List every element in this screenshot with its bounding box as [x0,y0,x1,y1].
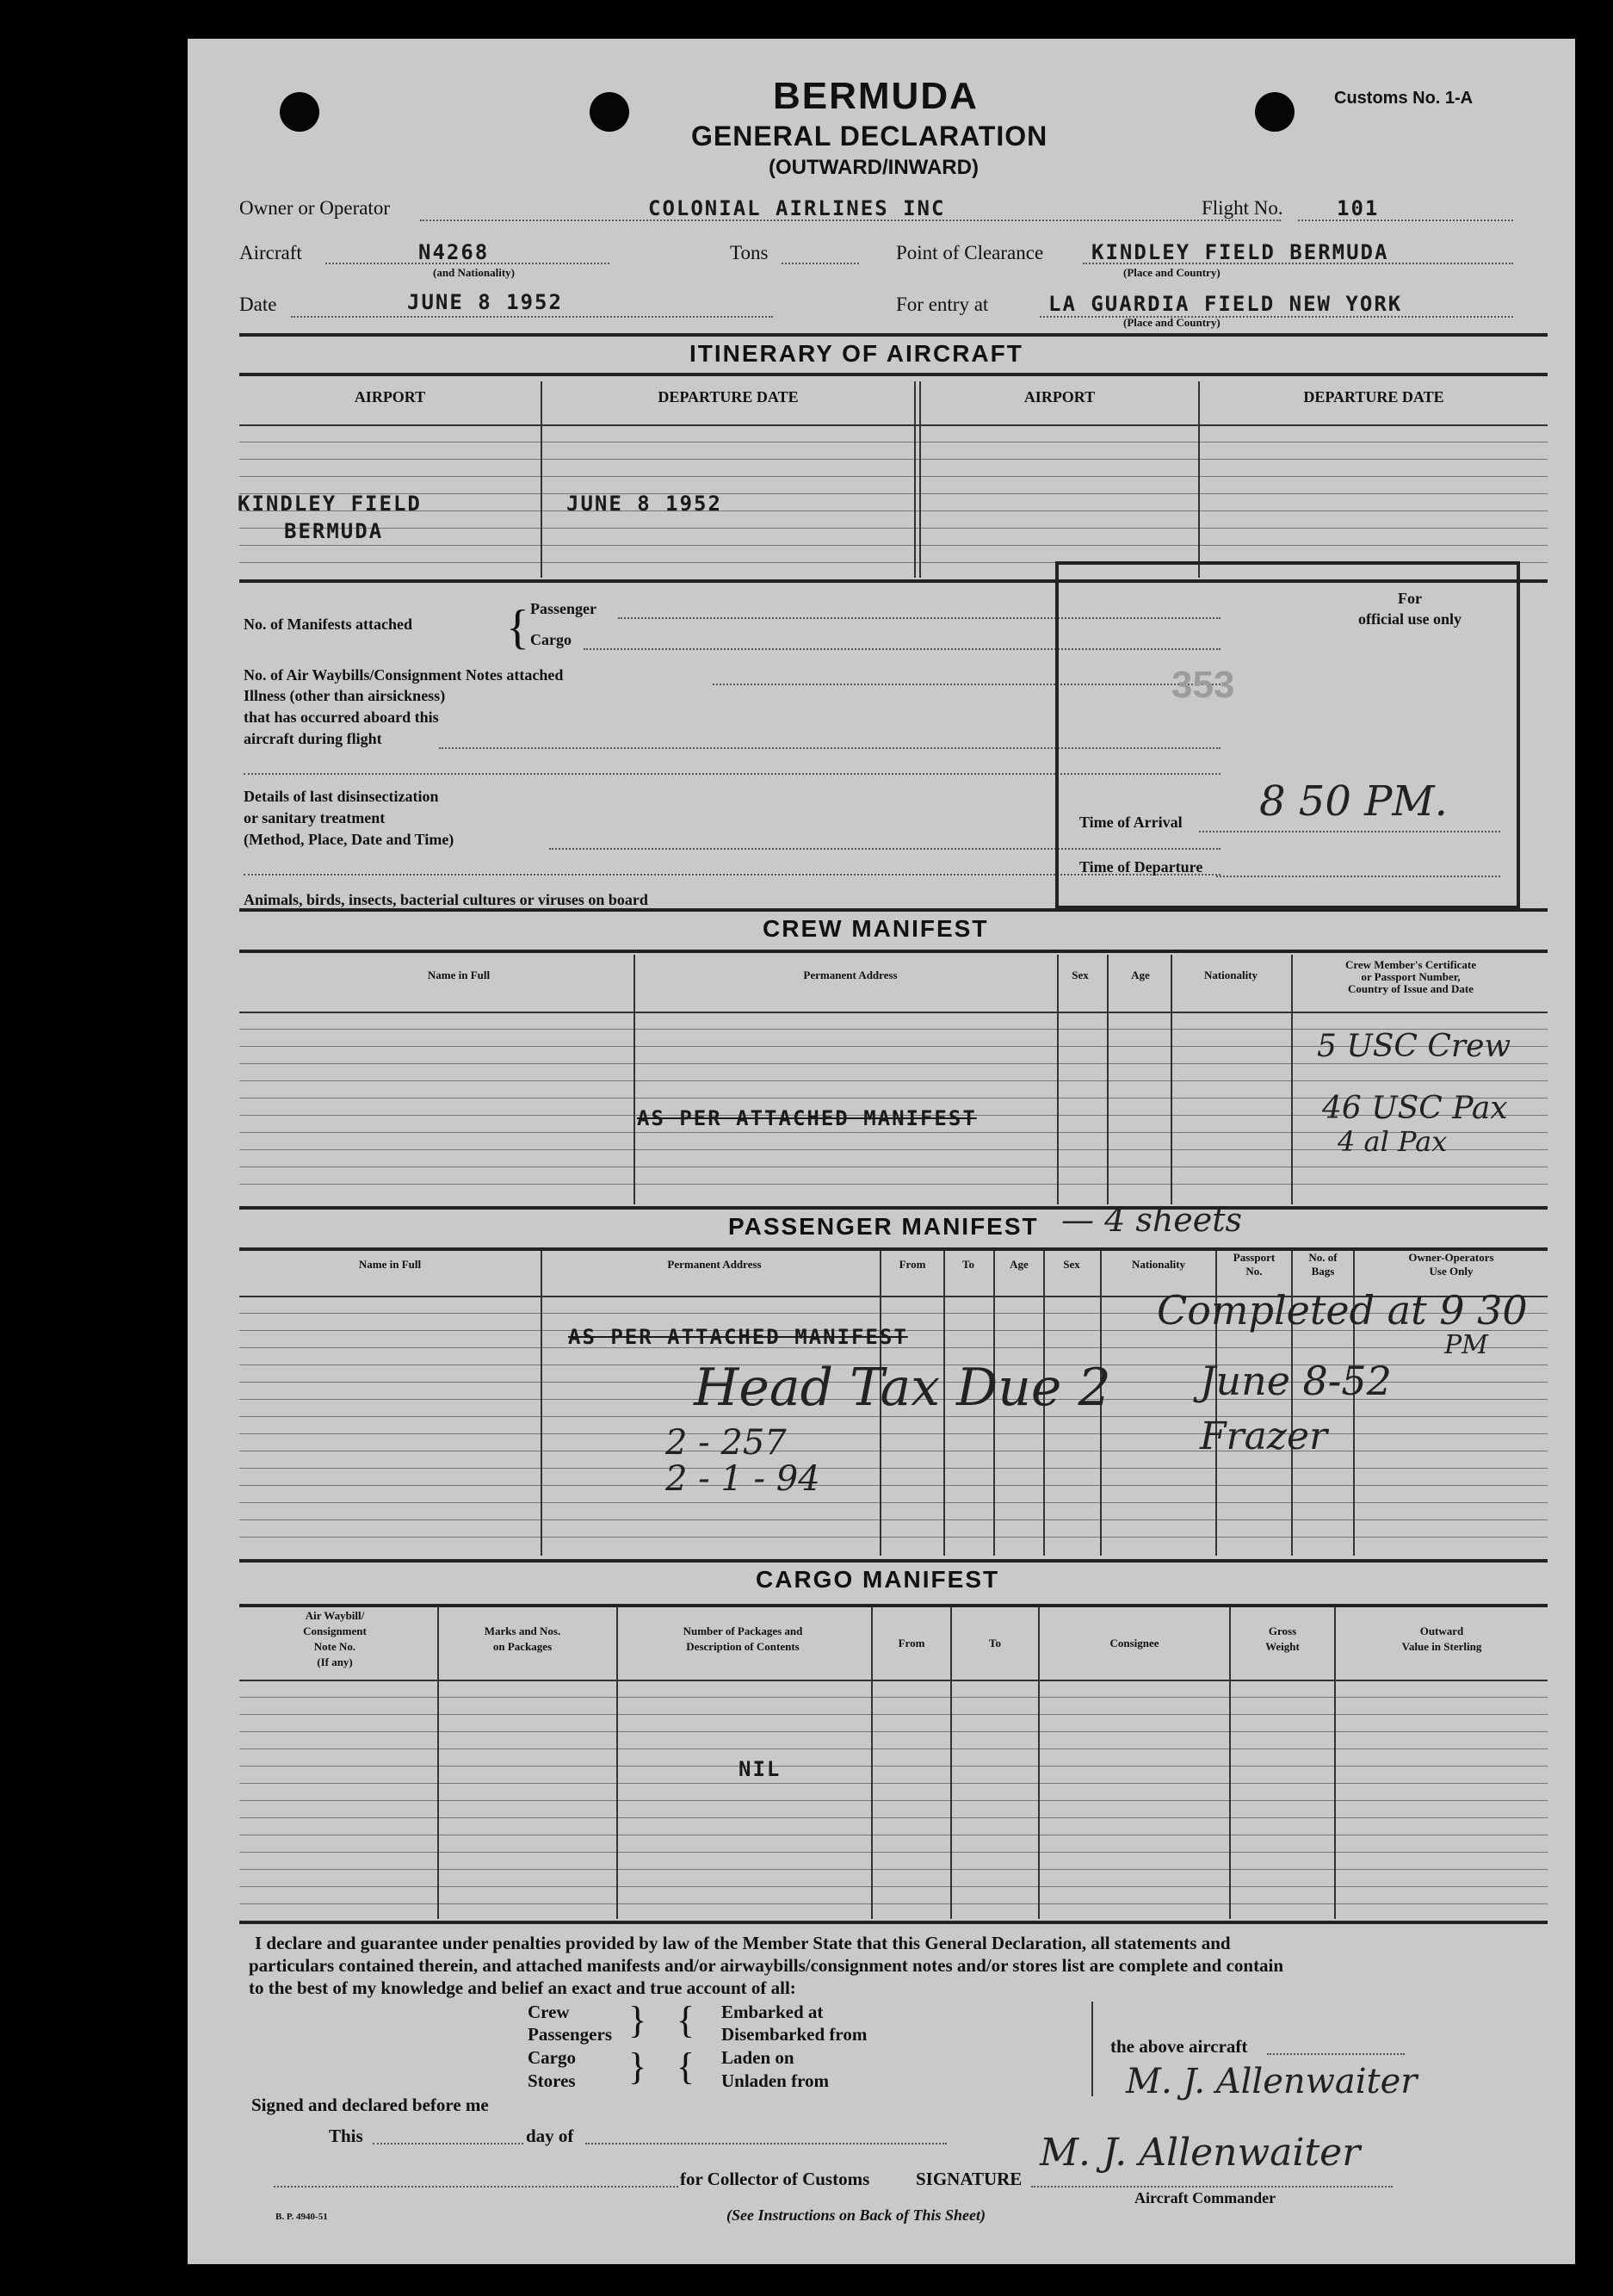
rule [239,1206,1548,1210]
cargo-col-weight-1: Gross [1268,1625,1297,1637]
day-of-label: day of [526,2126,574,2146]
crew-col-cert-1: Crew Member's Certificate [1344,958,1477,971]
crew-note-1: 5 USC Crew [1317,1029,1511,1064]
manifests-label: No. of Manifests attached [244,616,412,633]
entry-note: (Place and Country) [1123,316,1221,329]
tons-label: Tons [730,242,769,263]
rule [239,1921,1548,1924]
arrival-value: 8 50 PM. [1259,777,1448,826]
date-value: JUNE 8 1952 [407,290,563,314]
official-stamp: 353 [1171,664,1235,706]
aircraft-label: Aircraft [239,242,302,263]
clearance-note: (Place and Country) [1123,266,1221,279]
itinerary-col-departure: DEPARTURE DATE [658,388,799,405]
signature-1: M. J. Allenwaiter [1126,2062,1418,2101]
form-subtitle: GENERAL DECLARATION [691,121,1048,152]
itinerary-airport-country: BERMUDA [284,519,384,543]
cargo-col-waybill-4: (If any) [317,1655,353,1668]
form-direction: (OUTWARD/INWARD) [769,156,979,179]
pax-col-owner-2: Use Only [1429,1265,1474,1278]
date-label: Date [239,294,277,315]
cargo-col-to: To [989,1637,1001,1649]
divider [616,1607,618,1919]
crew-col-nationality: Nationality [1203,969,1258,981]
pax-hand-1: Head Tax Due 2 [694,1358,1111,1418]
date-line [291,316,773,318]
clearance-value: KINDLEY FIELD BERMUDA [1091,240,1389,264]
form-number: B. P. 4940-51 [275,2212,328,2222]
owner-value: COLONIAL AIRLINES INC [648,196,946,220]
brace: { [677,2045,695,2088]
illness-label-1: Illness (other than airsickness) [244,687,446,704]
itinerary-title: ITINERARY OF AIRCRAFT [689,340,1023,367]
divider [1038,1607,1040,1919]
pax-col-bags-2: Bags [1311,1265,1335,1278]
arrival-label: Time of Arrival [1079,814,1183,831]
line [373,2143,523,2144]
cargo-col-marks-1: Marks and Nos. [484,1625,561,1637]
itinerary-col-departure: DEPARTURE DATE [1303,388,1444,405]
waybills-label: No. of Air Waybills/Consignment Notes attached [244,666,564,684]
form-rule [239,1433,1548,1434]
divider [871,1607,873,1919]
illness-label-3: aircraft during flight [244,730,382,747]
pax-hand-6: June 8-52 [1200,1358,1392,1404]
divider [1229,1607,1231,1919]
entry-label: For entry at [896,294,989,315]
illness-label-2: that has occurred aboard this [244,709,439,726]
form-rule [239,1731,1548,1732]
pax-col-from: From [899,1258,926,1271]
itinerary-col-airport: AIRPORT [354,388,426,405]
form-rule [239,1697,1548,1698]
declaration-line-2: particulars contained therein, and attached manifests and/or airwaybills/consignment notes and/or stores list are complete and contain [249,1955,1284,1976]
collector-label: for Collector of Customs [680,2169,870,2189]
entry-value: LA GUARDIA FIELD NEW YORK [1048,292,1403,316]
divider [633,955,635,1204]
crew-col-cert-2: or Passport Number, [1361,970,1461,983]
brace: } [628,2045,647,2088]
punch-hole [280,92,319,132]
form-rule [239,1748,1548,1749]
pax-hand-5: PM [1444,1330,1488,1360]
divider [541,1251,542,1556]
form-rule [239,493,1548,494]
divider [1291,955,1293,1204]
cargo-value: NIL [739,1757,782,1781]
line [585,2143,947,2144]
divider [1171,955,1172,1204]
cargo-col-value-1: Outward [1419,1625,1464,1637]
list-disembarked: Disembarked from [721,2024,868,2045]
disinsect-label-1: Details of last disinsectization [244,788,439,805]
form-rule [239,1783,1548,1784]
rule [239,333,1548,337]
divider [919,381,921,578]
list-laden: Laden on [721,2047,794,2068]
pax-col-address: Permanent Address [667,1258,762,1271]
flight-value: 101 [1337,196,1380,220]
aircraft-value: N4268 [418,240,490,264]
list-embarked: Embarked at [721,2002,824,2022]
crew-note-3: 4 al Pax [1338,1125,1448,1158]
crew-col-name: Name in Full [427,969,491,981]
cargo-col-from: From [898,1637,925,1649]
entry-line [1040,316,1513,318]
brace: { [506,601,529,654]
pax-hand-3: 2 - 1 - 94 [665,1459,820,1499]
official-label-2: official use only [1358,610,1462,628]
rule [239,950,1548,953]
declaration-line-1: I declare and guarantee under penalties provided by law of the Member State that this General Declaration, all statements and [255,1933,1231,1953]
divider [950,1607,952,1919]
pax-hand-4: Completed at 9 30 [1157,1287,1528,1334]
crew-note-2: 46 USC Pax [1322,1091,1508,1126]
form-rule [239,1080,1548,1081]
cargo-col-weight-2: Weight [1265,1640,1300,1653]
cargo-col-waybill-3: Note No. [313,1640,356,1653]
above-aircraft: the above aircraft [1110,2036,1248,2057]
pax-col-owner-1: Owner-Operators [1408,1251,1494,1264]
itinerary-col-airport: AIRPORT [1023,388,1096,405]
brace: { [677,1999,695,2041]
cargo-title: CARGO MANIFEST [756,1566,1000,1593]
divider [541,381,542,578]
crew-col-sex: Sex [1072,969,1089,981]
clearance-label: Point of Clearance [896,242,1044,263]
this-label: This [329,2126,363,2146]
form-code: Customs No. 1-A [1334,89,1474,108]
cargo-col-marks-2: on Packages [492,1640,553,1653]
form-rule [239,1886,1548,1887]
owner-label: Owner or Operator [239,197,390,219]
signed-before: Signed and declared before me [251,2095,489,2115]
list-stores: Stores [528,2070,576,2091]
pax-hand-2: 2 - 257 [665,1423,787,1463]
line [1199,831,1500,832]
punch-hole [590,92,629,132]
form-rule [239,1869,1548,1870]
cargo-col-waybill-1: Air Waybill/ [305,1609,365,1622]
pax-col-age: Age [1010,1258,1029,1271]
passenger-title: PASSENGER MANIFEST [728,1213,1039,1240]
form-rule [239,476,1548,477]
cargo-col-packages-2: Description of Contents [686,1640,800,1653]
crew-col-address: Permanent Address [803,969,898,981]
line [1267,2053,1405,2055]
pax-col-sex: Sex [1063,1258,1080,1271]
cargo-col-value-2: Value in Sterling [1401,1640,1482,1653]
rule [239,908,1548,912]
flight-line [1298,220,1513,221]
declaration-line-3: to the best of my knowledge and belief an exact and true account of all: [249,1977,796,1998]
line [1216,876,1500,877]
list-passengers: Passengers [528,2024,612,2045]
cargo-col-packages-1: Number of Packages and [683,1625,803,1637]
instructions-note: (See Instructions on Back of This Sheet) [726,2206,986,2224]
form-rule [239,528,1548,529]
pax-col-bags-1: No. of [1308,1251,1338,1264]
itinerary-airport: KINDLEY FIELD [238,492,422,516]
form-rule [239,1184,1548,1185]
form-title: BERMUDA [773,75,979,117]
divider [437,1607,439,1919]
rule [239,1680,1548,1681]
form-rule [239,1852,1548,1853]
form-rule [239,1519,1548,1520]
pax-col-to: To [962,1258,974,1271]
passenger-label: Passenger [530,600,596,617]
rule [239,1559,1548,1563]
signature-2: M. J. Allenwaiter [1040,2131,1361,2175]
rule [239,1012,1548,1013]
form-rule [239,1766,1548,1767]
animals-label: Animals, birds, insects, bacterial cultures or viruses on board [244,891,648,908]
form-rule [239,1537,1548,1538]
form-rule [239,1800,1548,1801]
rule [239,373,1548,376]
line [274,2186,678,2188]
form-rule [239,1714,1548,1715]
pax-col-passport-2: No. [1245,1265,1263,1278]
crew-col-age: Age [1131,969,1150,981]
pax-col-name: Name in Full [358,1258,422,1271]
itinerary-departure: JUNE 8 1952 [566,492,722,516]
rule [239,424,1548,426]
list-cargo: Cargo [528,2047,576,2068]
pax-hand-7: Frazer [1200,1414,1328,1458]
divider [1057,955,1059,1204]
form-rule [239,1502,1548,1503]
form-rule [239,1468,1548,1469]
aircraft-note: (and Nationality) [433,266,515,279]
pax-col-passport-1: Passport [1233,1251,1276,1264]
disinsect-label-3: (Method, Place, Date and Time) [244,831,454,848]
tons-line [782,263,859,264]
list-unladen: Unladen from [721,2070,830,2091]
crew-title: CREW MANIFEST [763,915,989,942]
departure-label: Time of Departure [1079,858,1203,876]
crew-col-cert-3: Country of Issue and Date [1348,982,1474,995]
divider [1334,1607,1336,1919]
line [1031,2186,1393,2188]
divider [914,381,916,578]
pax-typed: AS PER ATTACHED MANIFEST [568,1325,908,1349]
passenger-title-note: — 4 sheets [1061,1201,1243,1239]
pax-col-nationality: Nationality [1131,1258,1186,1271]
rule [239,1604,1548,1607]
commander-label: Aircraft Commander [1134,2189,1276,2206]
punch-hole [1255,92,1295,132]
form-rule [239,1817,1548,1818]
form-rule [239,545,1548,546]
list-crew: Crew [528,2002,570,2022]
declaration-form [188,39,1575,2264]
disinsect-label-2: or sanitary treatment [244,809,386,826]
form-rule [239,1485,1548,1486]
flight-label: Flight No. [1202,197,1283,219]
divider [1198,381,1200,578]
crew-typed: AS PER ATTACHED MANIFEST [637,1106,977,1130]
brace: } [628,1999,647,2041]
cargo-col-consignee: Consignee [1109,1637,1159,1649]
cargo-col-waybill-2: Consignment [303,1625,367,1637]
form-rule [239,459,1548,460]
signature-label: SIGNATURE [916,2169,1023,2189]
divider [1107,955,1109,1204]
official-label-1: For [1398,590,1422,607]
cargo-label: Cargo [530,631,572,648]
divider [1091,2002,1093,2096]
form-rule [239,1903,1548,1904]
